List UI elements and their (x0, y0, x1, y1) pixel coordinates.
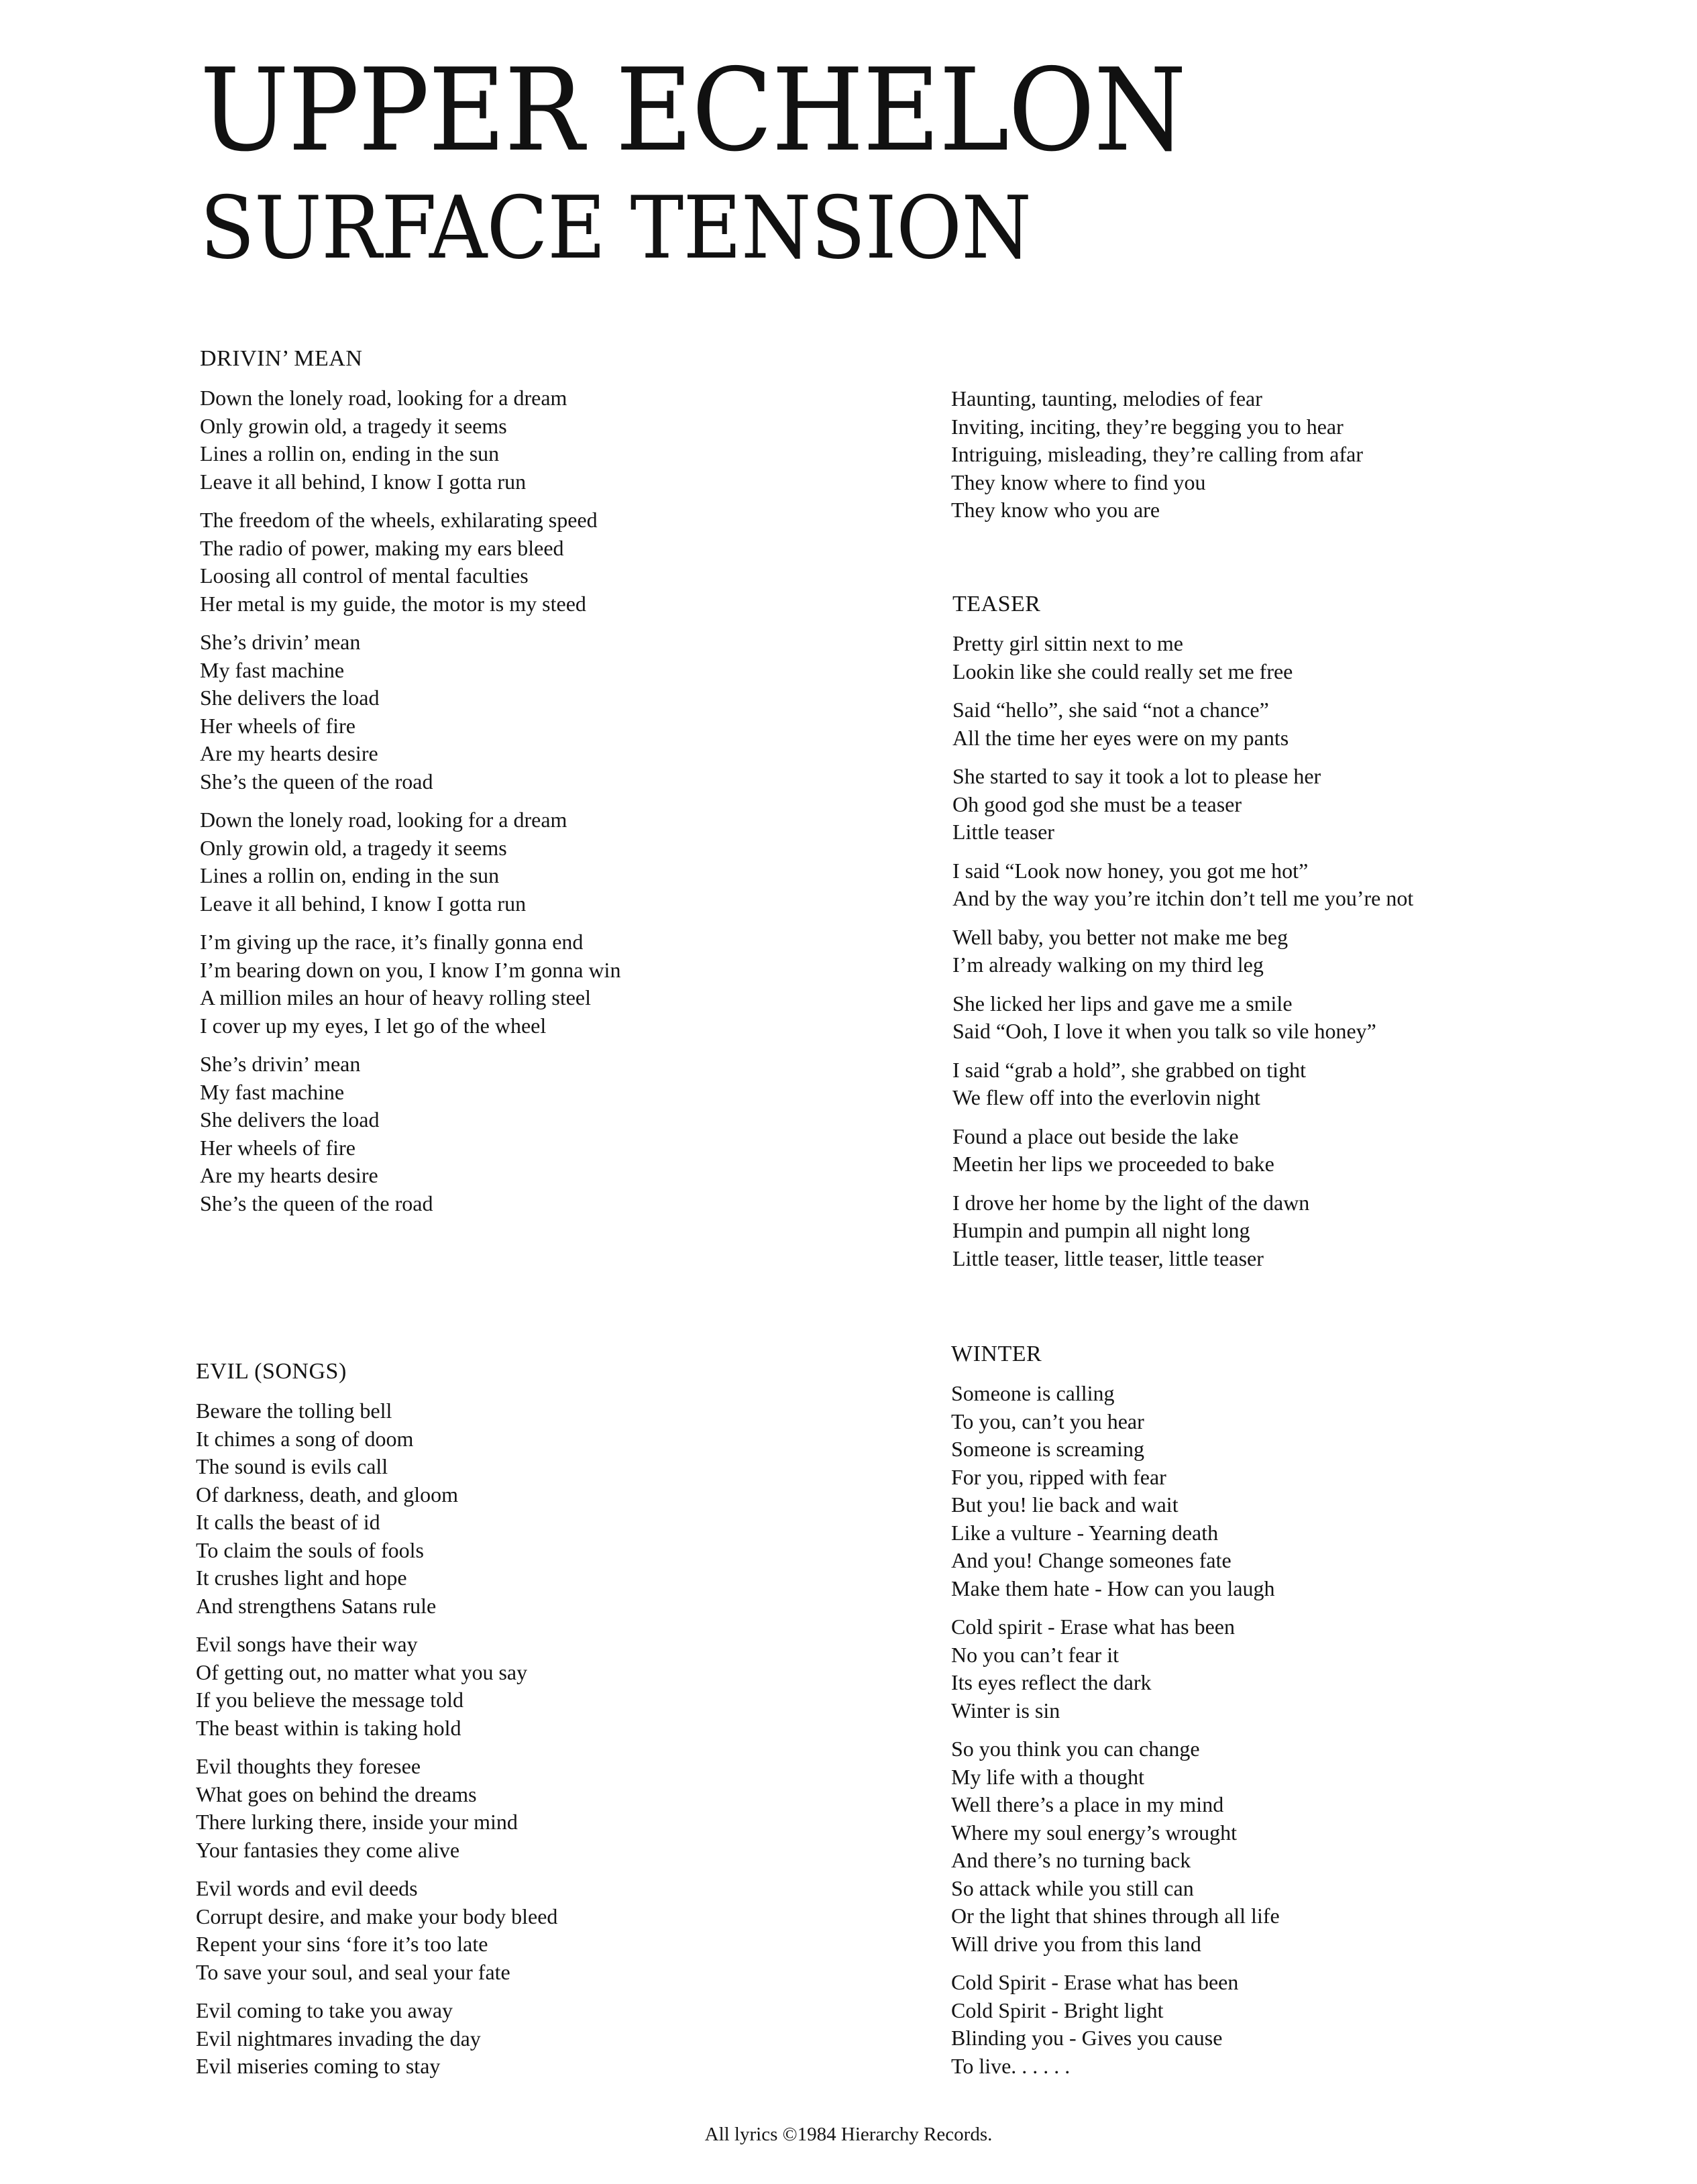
lyric-line: She’s drivin’ mean (200, 630, 361, 654)
lyric-line: Blinding you - Gives you cause (951, 2026, 1223, 2050)
lyric-line: My fast machine (200, 657, 345, 682)
lyric-line: It crushes light and hope (196, 1566, 407, 1590)
lyric-line: Evil miseries coming to stay (196, 2054, 441, 2078)
lyric-line: My life with a thought (951, 1764, 1144, 1789)
lyric-line: Winter is sin (951, 1698, 1060, 1723)
lyric-line: Leave it all behind, I know I gotta run (200, 469, 527, 494)
lyric-line: Lines a rollin on, ending in the sun (200, 863, 500, 887)
stanza (200, 384, 620, 496)
song-title: DRIVIN’ MEAN (200, 346, 363, 371)
lyric-line: The beast within is taking hold (196, 1715, 461, 1740)
song-title: TEASER (952, 592, 1041, 616)
stanza (200, 1050, 620, 1217)
lyric-line: Only growin old, a tragedy it seems (200, 835, 507, 860)
stanza (200, 928, 620, 1040)
lyric-line: The sound is evils call (196, 1454, 388, 1478)
lyric-line: And there’s no turning back (951, 1848, 1191, 1872)
lyric-line: Cold Spirit - Erase what has been (951, 1970, 1239, 1994)
lyric-line: Found a place out beside the lake (952, 1124, 1239, 1148)
stanza (196, 1997, 557, 2081)
album-title: SURFACE TENSION (200, 178, 1031, 278)
lyric-line: It calls the beast of id (196, 1510, 380, 1534)
song-title: WINTER (951, 1342, 1042, 1366)
lyric-line: Her wheels of fire (200, 713, 355, 738)
lyric-line: Of darkness, death, and gloom (196, 1482, 459, 1507)
stanza (951, 385, 1363, 525)
lyric-line: She delivers the load (200, 1107, 380, 1132)
lyric-line: I cover up my eyes, I let go of the wheel (200, 1013, 547, 1038)
lyric-line: So attack while you still can (951, 1875, 1194, 1900)
lyric-line: I said “Look now honey, you got me hot” (952, 858, 1309, 883)
lyric-line: Evil nightmares invading the day (196, 2026, 481, 2051)
stanza (200, 629, 620, 796)
lyric-line: Leave it all behind, I know I gotta run (200, 891, 527, 916)
lyric-line: Inviting, inciting, they’re begging you to hear (951, 414, 1344, 439)
lyric-line: Someone is screaming (951, 1437, 1144, 1461)
lyric-line: They know where to find you (951, 470, 1206, 494)
page-header (200, 44, 1260, 279)
lyric-line: My fast machine (200, 1079, 345, 1104)
lyric-line: Of getting out, no matter what you say (196, 1659, 528, 1684)
song-teaser (952, 590, 1413, 1283)
lyric-line: She’s the queen of the road (200, 769, 433, 794)
lyric-line: Or the light that shines through all life (951, 1904, 1280, 1928)
lyric-line: Cold Spirit - Bright light (951, 1998, 1164, 2022)
stanza (951, 1613, 1280, 1725)
lyric-line: Someone is calling (951, 1381, 1115, 1405)
lyric-line: Said “hello”, she said “not a chance” (952, 698, 1269, 722)
stanza (952, 1056, 1413, 1112)
lyric-line: Where my soul energy’s wrought (951, 1820, 1237, 1845)
stanza (952, 1189, 1413, 1273)
lyric-line: She licked her lips and gave me a smile (952, 991, 1293, 1016)
lyric-line: No you can’t fear it (951, 1642, 1119, 1667)
lyric-line: To you, can’t you hear (951, 1409, 1144, 1433)
stanza (196, 1875, 557, 1986)
lyric-line: I said “grab a hold”, she grabbed on tight (952, 1057, 1306, 1082)
lyric-line: Corrupt desire, and make your body bleed (196, 1904, 558, 1928)
stanza (951, 1380, 1280, 1602)
lyric-line: Haunting, taunting, melodies of fear (951, 386, 1262, 411)
lyric-line: Repent your sins ‘fore it’s too late (196, 1932, 488, 1956)
lyric-line: I’m giving up the race, it’s finally gonna end (200, 930, 584, 954)
lyric-line: Down the lonely road, looking for a dream (200, 386, 567, 410)
lyric-line: There lurking there, inside your mind (196, 1810, 518, 1834)
lyric-line: Loosing all control of mental faculties (200, 563, 529, 588)
lyric-line: Her wheels of fire (200, 1135, 355, 1160)
lyric-line: Humpin and pumpin all night long (952, 1218, 1250, 1242)
lyric-line: Cold spirit - Erase what has been (951, 1615, 1235, 1639)
lyric-line: Said “Ooh, I love it when you talk so vile honey” (952, 1019, 1376, 1043)
lyric-line: We flew off into the everlovin night (952, 1085, 1260, 1109)
lyric-line: To claim the souls of fools (196, 1537, 424, 1562)
stanza (952, 763, 1413, 847)
lyric-line: Meetin her lips we proceeded to bake (952, 1152, 1274, 1176)
lyric-line: Evil coming to take you away (196, 1998, 453, 2022)
stanza (952, 924, 1413, 979)
lyric-line: Like a vulture - Yearning death (951, 1520, 1219, 1545)
stanza (952, 857, 1413, 913)
lyric-line: They know who you are (951, 498, 1160, 522)
lyric-line: Your fantasies they come alive (196, 1837, 460, 1862)
lyric-line: Its eyes reflect the dark (951, 1670, 1152, 1694)
lyric-line: All the time her eyes were on my pants (952, 725, 1289, 750)
lyric-line: Her metal is my guide, the motor is my steed (200, 591, 586, 616)
song-winter (951, 1340, 1280, 2091)
stanza (952, 990, 1413, 1046)
lyric-line: Pretty girl sittin next to me (952, 631, 1183, 655)
lyric-line: She’s drivin’ mean (200, 1052, 361, 1076)
lyric-line: Beware the tolling bell (196, 1399, 392, 1423)
lyric-line: Well there’s a place in my mind (951, 1792, 1224, 1816)
stanza (200, 506, 620, 618)
stanza (200, 806, 620, 918)
lyric-line: To save your soul, and seal your fate (196, 1959, 510, 1984)
lyric-line: For you, ripped with fear (951, 1464, 1166, 1489)
stanza (951, 1969, 1280, 2080)
lyric-line: Will drive you from this land (951, 1931, 1201, 1956)
lyric-line: She delivers the load (200, 686, 380, 710)
lyric-line: The radio of power, making my ears bleed (200, 535, 564, 560)
lyric-line: Down the lonely road, looking for a dream (200, 808, 567, 832)
stanza (196, 1397, 557, 1620)
lyric-line: Intriguing, misleading, they’re calling from afar (951, 442, 1364, 466)
lyric-line: Lines a rollin on, ending in the sun (200, 441, 500, 466)
lyric-line: Little teaser, little teaser, little teaser (952, 1246, 1264, 1270)
lyric-line: And by the way you’re itchin don’t tell me you’re not (952, 886, 1414, 910)
lyric-line: To live. . . . . . (951, 2053, 1071, 2078)
lyric-line: If you believe the message told (196, 1688, 463, 1712)
lyric-line: Evil thoughts they foresee (196, 1754, 421, 1778)
stanza (952, 1123, 1413, 1179)
lyric-line: So you think you can change (951, 1737, 1200, 1761)
lyric-line: What goes on behind the dreams (196, 1782, 477, 1806)
lyric-line: Well baby, you better not make me beg (952, 924, 1289, 949)
lyric-line: It chimes a song of doom (196, 1426, 414, 1451)
song-title: EVIL (SONGS) (196, 1359, 347, 1384)
song-drivin-mean-continued (951, 385, 1363, 535)
band-name: UPPER ECHELON (200, 44, 1186, 177)
lyric-line: Evil words and evil deeds (196, 1876, 418, 1900)
stanza (952, 696, 1413, 752)
song-evil-songs (196, 1358, 557, 2091)
lyric-line: Evil songs have their way (196, 1632, 418, 1656)
lyric-line: Only growin old, a tragedy it seems (200, 413, 507, 438)
lyric-line: Oh good god she must be a teaser (952, 791, 1242, 816)
lyric-line: I’m already walking on my third leg (952, 952, 1264, 977)
lyric-line: Lookin like she could really set me free (952, 659, 1293, 684)
stanza (196, 1753, 557, 1864)
stanza (951, 1735, 1280, 1958)
lyric-line: Make them hate - How can you laugh (951, 1576, 1275, 1600)
lyric-line: And strengthens Satans rule (196, 1593, 437, 1618)
stanza (952, 630, 1413, 686)
lyric-line: A million miles an hour of heavy rolling steel (200, 985, 592, 1009)
lyric-line: And you! Change someones fate (951, 1548, 1231, 1572)
lyric-line: Are my hearts desire (200, 741, 378, 765)
lyric-line: I drove her home by the light of the dawn (952, 1190, 1310, 1215)
lyric-line: Are my hearts desire (200, 1163, 378, 1187)
lyric-line: But you! lie back and wait (951, 1492, 1179, 1517)
lyric-line: I’m bearing down on you, I know I’m gonna win (200, 957, 621, 982)
lyric-line: The freedom of the wheels, exhilarating speed (200, 508, 598, 532)
lyric-line: She started to say it took a lot to please her (952, 764, 1321, 788)
stanza (196, 1631, 557, 1742)
lyric-line: Little teaser (952, 820, 1054, 844)
lyric-line: She’s the queen of the road (200, 1191, 433, 1215)
copyright-footer: All lyrics ©1984 Hierarchy Records. (704, 2124, 993, 2145)
song-drivin-mean (200, 345, 620, 1228)
